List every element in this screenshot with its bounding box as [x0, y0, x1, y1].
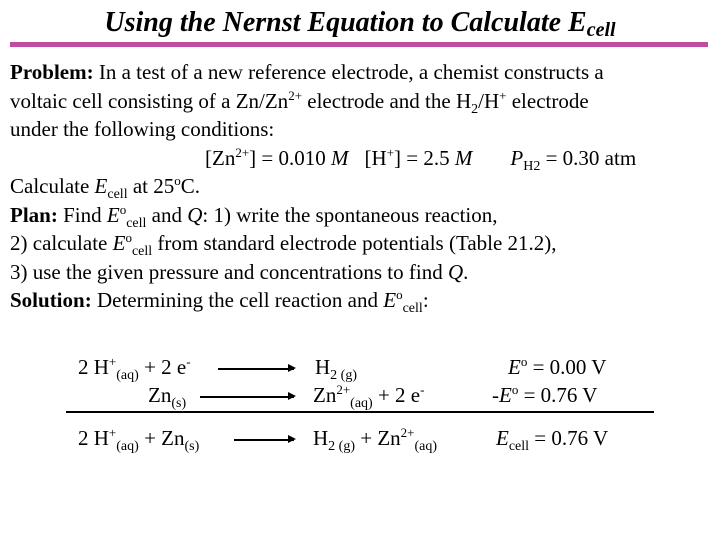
solution-line: Solution: Determining the cell reaction and $E^o_{cell}$:: [10, 287, 429, 316]
problem-line-1: Problem: In a test of a new reference electrode, a chemist constructs a: [10, 60, 604, 84]
overall-products: $H_{2 (g)} + Zn^{2+}_{(aq)}$: [313, 425, 438, 454]
sum-line: [66, 411, 654, 413]
plan-line-1: Plan: Find $E^o_{cell}$ and Q: 1) write the spontaneous reaction,: [10, 201, 498, 231]
reaction-1-reactants: 2 $H^+_{(aq)} + 2$ e-: [78, 354, 191, 383]
problem-line-2: voltaic cell consisting of a $Zn/Zn^{2+}$ electrode and the $H_2/H^+$ electrode: [10, 87, 589, 117]
title-divider: [10, 42, 708, 47]
overall-reactants: 2 $H^+_{(aq)} + Zn_{(s)}$: [78, 425, 200, 454]
problem-text-block: [10, 58, 710, 315]
reaction-2-potential: $-E^o = 0.76$ V: [492, 382, 598, 407]
plan-line-3: 3) use the given pressure and concentrations to find Q.: [10, 259, 469, 284]
reaction-1-arrow: [218, 368, 294, 370]
reaction-2-arrow: [200, 396, 294, 398]
slide-title: Using the Nernst Equation to Calculate $E_{cell}$: [104, 7, 616, 41]
overall-arrow: [234, 439, 294, 441]
overall-potential: $E_{cell} = 0.76$ V: [496, 426, 609, 454]
reaction-2-products: $Zn^{2+}_{(aq)} + 2$ e-: [313, 382, 425, 411]
reaction-2-reactants: $Zn_{(s)}$: [148, 383, 187, 411]
calculate-line: Calculate $E_{cell}$ at 25$^o$C.: [10, 173, 201, 202]
problem-line-3: under the following conditions:: [10, 117, 275, 141]
plan-line-2: 2) calculate $E^o_{cell}$ from standard electrode potentials (Table 21.2),: [10, 230, 557, 259]
conditions-line: $[Zn^{2+}] = 0.010$ M [H+] = 2.5 M $P_{H2} = 0.30$ atm: [205, 144, 637, 174]
reaction-1-potential: $E^o = 0.00$ V: [508, 354, 607, 379]
reaction-1-products: $H_{2 (g)}$: [315, 355, 357, 383]
